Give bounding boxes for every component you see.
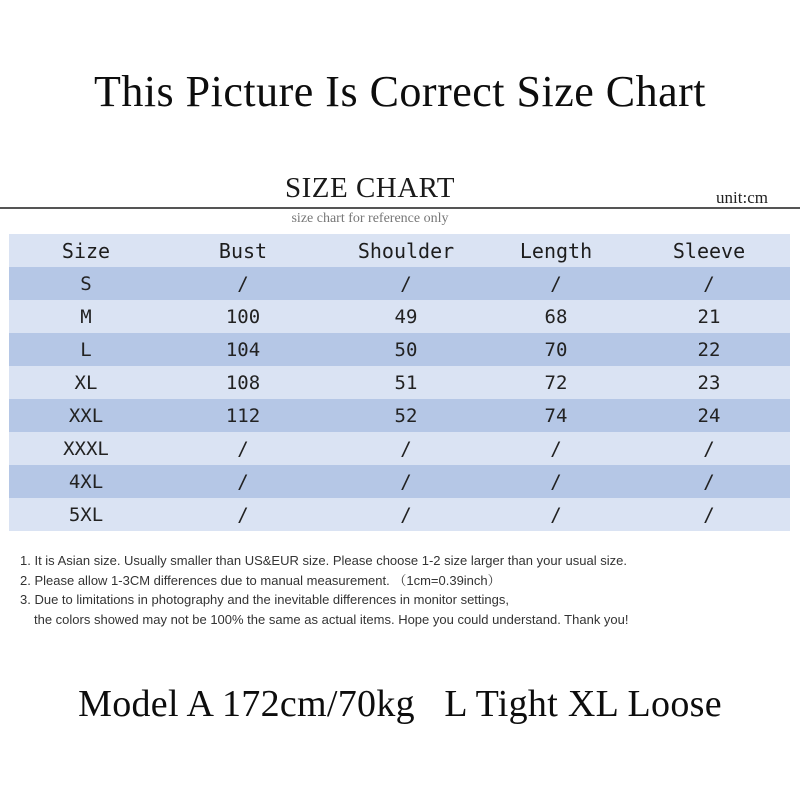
length-cell: / — [550, 272, 562, 295]
table-row — [9, 267, 790, 300]
table-row — [9, 399, 790, 432]
sleeve-cell: / — [703, 437, 715, 460]
table-row — [9, 366, 790, 399]
bust-cell: 100 — [225, 305, 261, 328]
sleeve-cell: 22 — [697, 338, 721, 361]
size-cell: XXL — [68, 404, 104, 427]
size-cell: L — [80, 338, 92, 361]
size-cell: 4XL — [68, 470, 104, 493]
sleeve-cell: 23 — [697, 371, 721, 394]
size-notes — [20, 551, 790, 629]
header-bust: Bust — [218, 238, 268, 263]
shoulder-cell: 52 — [394, 404, 418, 427]
header-length: Length — [519, 238, 593, 263]
shoulder-cell: 49 — [394, 305, 418, 328]
bust-cell: / — [237, 437, 249, 460]
header-sleeve: Sleeve — [672, 238, 746, 263]
size-table — [9, 232, 790, 529]
size-cell: XL — [74, 371, 98, 394]
note-line: 3. Due to limitations in photography and the inevitable differences in monitor settings, — [20, 592, 509, 607]
size-cell: 5XL — [68, 503, 104, 526]
note-line: the colors showed may not be 100% the same as actual items. Hope you could understand. Thank you! — [34, 611, 629, 627]
size-cell: S — [80, 272, 92, 295]
model-info: Model A 172cm/70kg L Tight XL Loose — [78, 683, 722, 725]
divider-rule — [0, 207, 800, 209]
shoulder-cell: / — [400, 272, 412, 295]
page-title: This Picture Is Correct Size Chart — [93, 67, 707, 116]
sleeve-cell: / — [703, 272, 715, 295]
length-cell: 74 — [544, 404, 568, 427]
table-row — [9, 498, 790, 531]
length-cell: / — [550, 437, 562, 460]
note-line: 2. Please allow 1-3CM differences due to manual measurement. （1cm=0.39inch） — [20, 572, 501, 588]
table-row — [9, 465, 790, 498]
length-cell: 68 — [544, 305, 568, 328]
length-cell: 72 — [544, 371, 568, 394]
chart-subtitle: size chart for reference only — [291, 211, 449, 226]
bust-cell: 112 — [225, 404, 261, 427]
size-cell: M — [80, 305, 92, 328]
size-chart-heading: SIZE CHART — [284, 172, 455, 204]
length-cell: / — [550, 470, 562, 493]
bust-cell: / — [237, 503, 249, 526]
table-header-row — [9, 234, 790, 267]
sleeve-cell: 21 — [697, 305, 721, 328]
note-line: 1. It is Asian size. Usually smaller than US&EUR size. Please choose 1-2 size larger than your usual size. — [20, 553, 627, 568]
length-cell: 70 — [544, 338, 568, 361]
sleeve-cell: / — [703, 503, 715, 526]
length-cell: / — [550, 503, 562, 526]
size-cell: XXXL — [63, 437, 109, 460]
shoulder-cell: 50 — [394, 338, 418, 361]
sleeve-cell: 24 — [697, 404, 721, 427]
shoulder-cell: / — [400, 437, 412, 460]
unit-label: unit:cm — [716, 188, 768, 207]
bust-cell: 108 — [225, 371, 261, 394]
bust-cell: / — [237, 470, 249, 493]
table-row — [9, 432, 790, 465]
shoulder-cell: / — [400, 470, 412, 493]
bust-cell: 104 — [225, 338, 261, 361]
table-row — [9, 333, 790, 366]
table-row — [9, 300, 790, 333]
header-shoulder: Shoulder — [357, 238, 455, 263]
shoulder-cell: / — [400, 503, 412, 526]
bust-cell: / — [237, 272, 249, 295]
sleeve-cell: / — [703, 470, 715, 493]
header-size: Size — [61, 238, 111, 263]
shoulder-cell: 51 — [394, 371, 418, 394]
